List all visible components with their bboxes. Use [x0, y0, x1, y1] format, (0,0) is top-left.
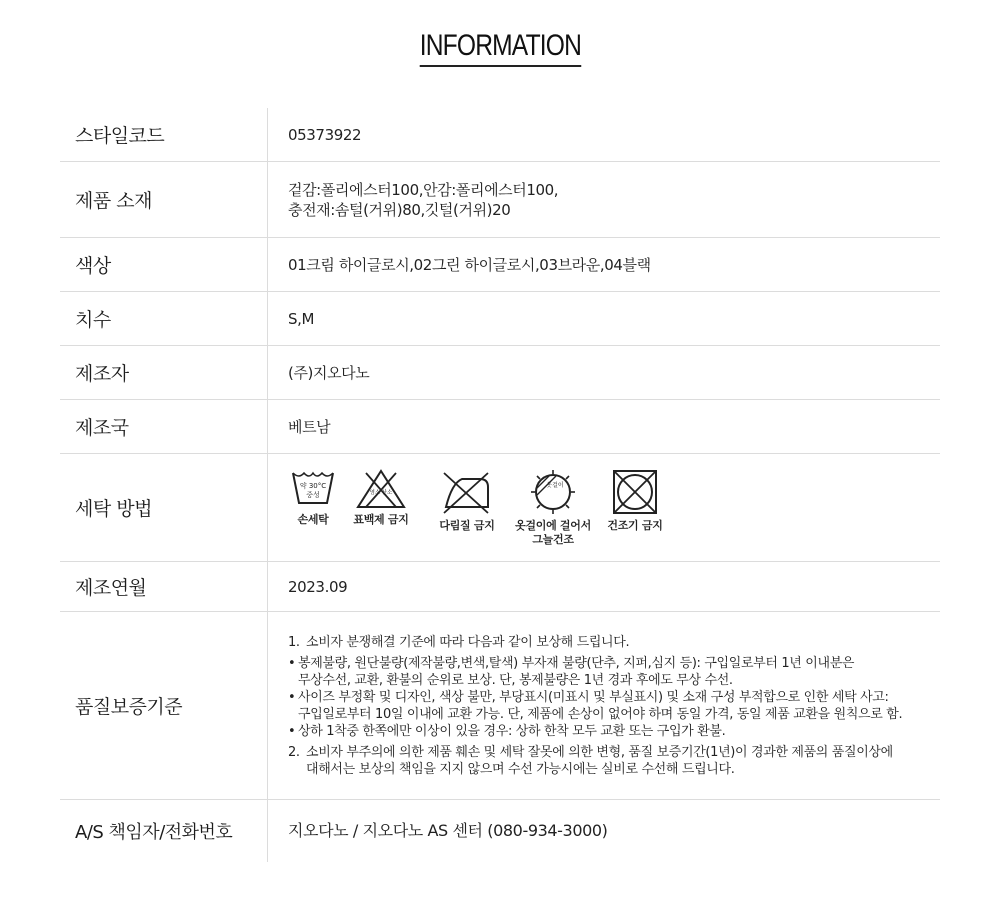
row-size: [60, 292, 940, 346]
no-tumble-dry-icon: [612, 469, 658, 515]
hand-wash-temp: 약 30°C: [299, 481, 327, 490]
page-title: INFORMATION: [419, 28, 580, 67]
care-nobleach: [351, 469, 411, 527]
row-label: 제조국: [75, 417, 129, 439]
hand-wash-sub: 중성: [306, 490, 320, 499]
care-label-line-1: 옷걸이에 걸어서: [515, 518, 591, 532]
material-value: [267, 180, 558, 220]
care-label: 표백제 금지: [353, 512, 409, 526]
material-line-2: 충전재:솜털(거위)80,깃털(거위)20: [288, 200, 511, 219]
care-symbols: [267, 469, 665, 547]
quality-bullet-1: • 봉제불량, 원단불량(제작불량,변색,탈색) 부자재 불량(단추, 지퍼,심지 등): 구입일로부터 1년 이내분은 무상수선, 교환, 환불의 순위로 보상. 단, 봉제불량은 1년 경과 후에도 무상 수선.: [288, 655, 855, 688]
no-bleach-inner-right: 산소: [381, 489, 393, 496]
row-label: 제조연월: [75, 577, 147, 599]
care-label: 손세탁: [297, 512, 329, 526]
row-manufacturer: [60, 346, 940, 400]
row-label: 품질보증기준: [75, 696, 183, 718]
row-material: [60, 162, 940, 238]
as-contact-value: 지오다노 / 지오다노 AS 센터 (080-934-3000): [288, 821, 608, 840]
row-label: 스타일코드: [75, 125, 165, 147]
row-quality-guarantee: [60, 612, 940, 800]
color-value: 01크림 하이글로시,02그린 하이글로시,03브라운,04블랙: [288, 255, 651, 274]
quality-guarantee-text: [267, 634, 902, 778]
hang-dry-shade-icon: [530, 469, 576, 515]
manufacturer-value: (주)지오다노: [288, 363, 370, 382]
care-label: 건조기 금지: [607, 518, 663, 532]
style-code-value: 05373922: [288, 125, 362, 144]
care-label-line-2: 그늘건조: [532, 532, 574, 546]
row-label: 제조자: [75, 363, 129, 385]
care-noiron: [437, 469, 497, 533]
quality-bullet-2: • 사이즈 부정확 및 디자인, 색상 불만, 부당표시(미표시 및 부실표시) 및 소재 구성 부적합으로 인한 세탁 사고: 구입일로부터 10일 이내에 교환 가능. 단, 제품에 손상이 없어야 하며 동일 가격, 동일 제품 교환을 원칙으로 함.: [288, 689, 903, 722]
row-manufacture-date: [60, 562, 940, 612]
row-label: A/S 책임자/전화번호: [75, 822, 233, 843]
no-bleach-inner-left: 염소: [369, 489, 381, 496]
care-hangdry: [511, 469, 595, 547]
row-as-contact: [60, 800, 940, 862]
care-notumble: [605, 469, 665, 533]
row-color: [60, 238, 940, 292]
row-label: 제품 소재: [75, 190, 152, 212]
material-line-1: 겉감:폴리에스터100,안감:폴리에스터100,: [288, 180, 559, 199]
row-care: [60, 454, 940, 562]
hand-wash-icon: [291, 469, 335, 509]
quality-item-1: 1. 소비자 분쟁해결 기준에 따라 다음과 같이 보상해 드립니다.: [288, 634, 630, 650]
row-label: 치수: [75, 309, 111, 331]
row-style-code: [60, 108, 940, 162]
country-value: 베트남: [288, 417, 331, 436]
care-label: [515, 519, 591, 547]
no-iron-icon: [442, 469, 492, 515]
manufacture-date-value: 2023.09: [288, 577, 348, 596]
quality-item-2: 2. 소비자 부주의에 의한 제품 훼손 및 세탁 잘못에 의한 변형, 품질 보증기간(1년)이 경과한 제품의 품질이상에 대해서는 보상의 책임을 지지 않으며 수선 가능시에는 실비로 수선해 드립니다.: [288, 744, 893, 777]
quality-bullet-3: • 상하 1착중 한쪽에만 이상이 있을 경우: 상하 한착 모두 교환 또는 구입가 환불.: [288, 723, 726, 739]
care-label: 다림질 금지: [439, 518, 495, 532]
product-info-table: [60, 108, 940, 862]
page-title-wrap: [0, 28, 1000, 67]
row-country: [60, 400, 940, 454]
care-handwash: [287, 469, 339, 527]
no-bleach-icon: [356, 469, 406, 509]
row-label: 색상: [75, 255, 111, 277]
row-label: 세탁 방법: [75, 498, 152, 520]
hang-dry-inner: 옷걸이: [546, 481, 564, 489]
size-value: S,M: [288, 309, 315, 328]
